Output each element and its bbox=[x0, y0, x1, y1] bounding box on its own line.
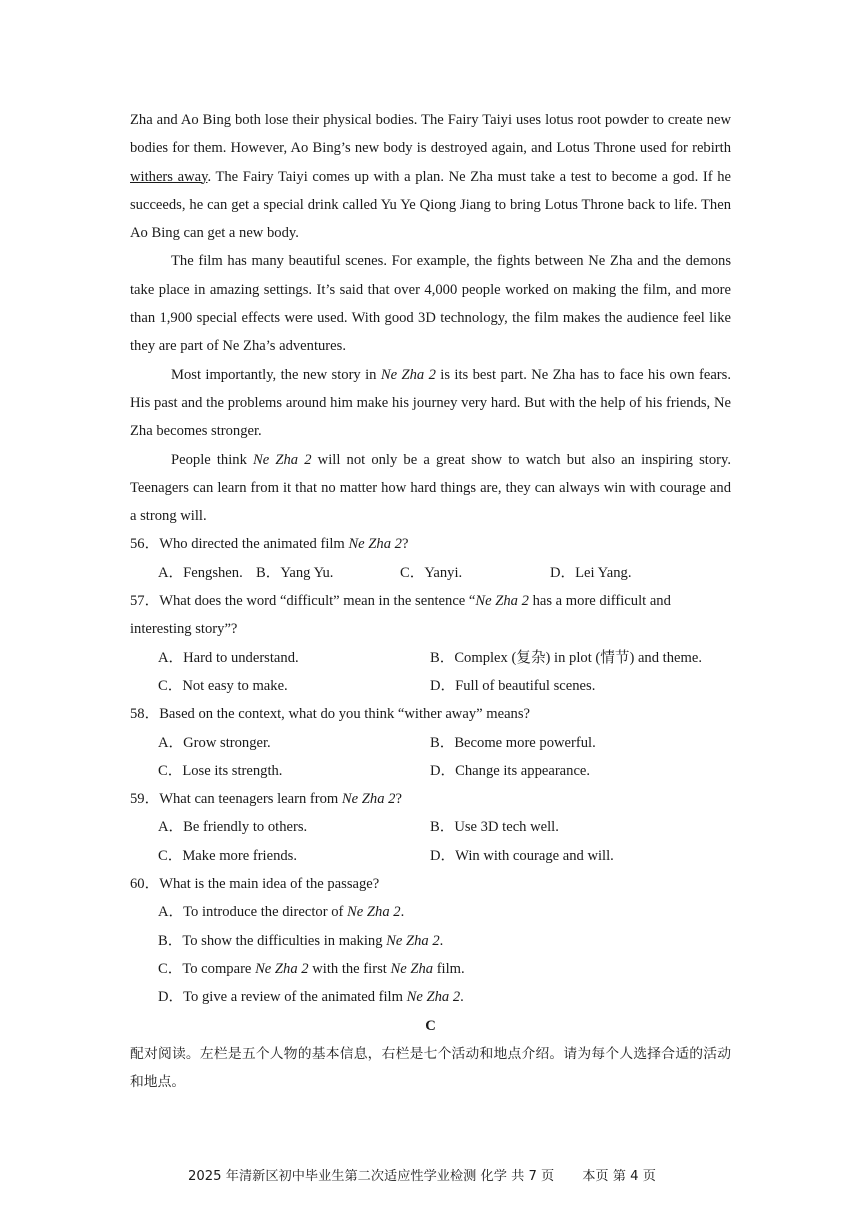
option-text: film. bbox=[433, 960, 465, 977]
option-a bbox=[130, 898, 731, 926]
option-c: C．Make more friends. bbox=[158, 847, 298, 864]
option-c: C．Not easy to make. bbox=[158, 677, 288, 694]
option-b: B．Complex (复杂) in plot (情节) and theme. bbox=[430, 649, 702, 666]
option-b: B．Yang Yu. bbox=[256, 564, 334, 581]
option-b bbox=[130, 927, 731, 955]
option-a: A．Grow stronger. bbox=[158, 734, 271, 751]
page-footer bbox=[188, 1165, 656, 1184]
question-60: 60．What is the main idea of the passage? bbox=[130, 876, 380, 893]
option-b: B．Use 3D tech well. bbox=[430, 819, 559, 836]
question-59-options-row-2 bbox=[130, 842, 731, 870]
text-run: Zha and Ao Bing both lose their physical bodies. The Fairy Taiyi uses lotus root powder to create new bodies for them. However, Ao Bing’s new body is destroyed again, and Lotus Throne used for rebirth bbox=[130, 112, 731, 157]
option-text: with the first bbox=[308, 960, 391, 977]
section-heading: C bbox=[425, 1017, 436, 1034]
option-text: . bbox=[400, 904, 405, 921]
question-57-options-row-2 bbox=[130, 672, 731, 700]
question-text: ? bbox=[401, 536, 409, 553]
option-d: D．Win with courage and will. bbox=[430, 847, 614, 864]
film-title: Ne Zha 2 bbox=[253, 451, 312, 468]
film-title: Ne Zha 2 bbox=[348, 536, 402, 553]
option-text: . bbox=[439, 932, 444, 949]
film-title: Ne Zha 2 bbox=[347, 904, 401, 921]
option-d: D．Change its appearance. bbox=[430, 762, 591, 779]
option-text: C．To compare bbox=[158, 960, 256, 977]
option-b: B．Become more powerful. bbox=[430, 734, 596, 751]
option-d bbox=[130, 983, 731, 1011]
question-58-options-row-2 bbox=[130, 757, 731, 785]
text-run: People think bbox=[171, 451, 254, 468]
text-run: Most importantly, the new story in bbox=[171, 366, 381, 383]
option-a: A．Hard to understand. bbox=[158, 649, 299, 666]
question-56-options bbox=[130, 559, 731, 587]
text-run: is its best part. Ne Zha has to face his own fears. His past and the problems around him make his journey very hard. But with the help of his friends, Ne Zha becomes stronger. bbox=[130, 366, 731, 440]
passage-paragraph-1 bbox=[130, 106, 731, 247]
question-58: 58．Based on the context, what do you think “wither away” means? bbox=[130, 706, 531, 723]
question-57 bbox=[130, 587, 731, 644]
option-a: A．Be friendly to others. bbox=[158, 819, 308, 836]
film-title: Ne Zha 2 bbox=[406, 989, 461, 1006]
footer-page-number: 本页 第 4 页 bbox=[582, 1169, 656, 1184]
option-a: A．Fengshen. bbox=[158, 564, 243, 581]
passage-paragraph-3 bbox=[130, 361, 731, 446]
question-text: 57．What does the word “difficult” mean in the sentence “ bbox=[130, 593, 476, 610]
question-58-options-row-1 bbox=[130, 729, 731, 757]
option-text: . bbox=[460, 989, 464, 1006]
film-title: Ne Zha 2 bbox=[255, 960, 309, 977]
question-59 bbox=[130, 785, 731, 813]
question-59-options-row-1 bbox=[130, 813, 731, 841]
option-text: A．To introduce the director of bbox=[158, 904, 348, 921]
question-text: has a more difficult and interesting story”? bbox=[130, 593, 671, 638]
option-c: C．Lose its strength. bbox=[158, 762, 283, 779]
exam-page bbox=[130, 106, 731, 1097]
section-instruction: 配对阅读。左栏是五个人物的基本信息，右栏是七个活动和地点介绍。请为每个人选择合适的活动和地点。 bbox=[130, 1045, 731, 1090]
film-title: Ne Zha 2 bbox=[386, 932, 440, 949]
text-run: will not only be a great show to watch but also an inspiring story. Teenagers can learn from it that no matter how hard things are, they can always win with courage and a strong will. bbox=[130, 451, 731, 525]
option-c: C．Yanyi. bbox=[400, 564, 463, 581]
question-56 bbox=[130, 530, 731, 558]
footer-exam-title: 2025 年清新区初中毕业生第二次适应性学业检测 化学 共 7 页 bbox=[188, 1169, 555, 1184]
option-d: D．Full of beautiful scenes. bbox=[430, 677, 596, 694]
option-text: D．To give a review of the animated film bbox=[158, 989, 407, 1006]
text-run: . The Fairy Taiyi comes up with a plan. Ne Zha must take a test to become a god. If he succeeds, he can get a special drink called Yu Ye Qiong Jiang to bring Lotus Throne back to life. Then Ao Bing can get a new body. bbox=[130, 168, 732, 242]
passage-paragraph-4 bbox=[130, 446, 731, 531]
film-title: Ne Zha bbox=[390, 960, 434, 977]
film-title: Ne Zha 2 bbox=[475, 593, 529, 610]
question-text: ? bbox=[395, 791, 402, 808]
option-text: B．To show the difficulties in making bbox=[158, 932, 387, 949]
question-text: 56．Who directed the animated film bbox=[130, 536, 349, 553]
option-c bbox=[130, 955, 731, 983]
question-57-options-row-1 bbox=[130, 644, 731, 672]
film-title: Ne Zha 2 bbox=[380, 366, 436, 383]
question-text: 59．What can teenagers learn from bbox=[130, 791, 342, 808]
underlined-phrase: withers away bbox=[130, 168, 208, 185]
film-title: Ne Zha 2 bbox=[341, 791, 396, 808]
passage-paragraph-2: The film has many beautiful scenes. For example, the fights between Ne Zha and the demons take place in amazing settings. It’s said that over 4,000 people worked on making the film, and more than 1,900 special effects were used. With good 3D technology, the film makes the audience feel like they are part of Ne Zha’s adventures. bbox=[130, 253, 731, 355]
option-d: D．Lei Yang. bbox=[550, 564, 632, 581]
